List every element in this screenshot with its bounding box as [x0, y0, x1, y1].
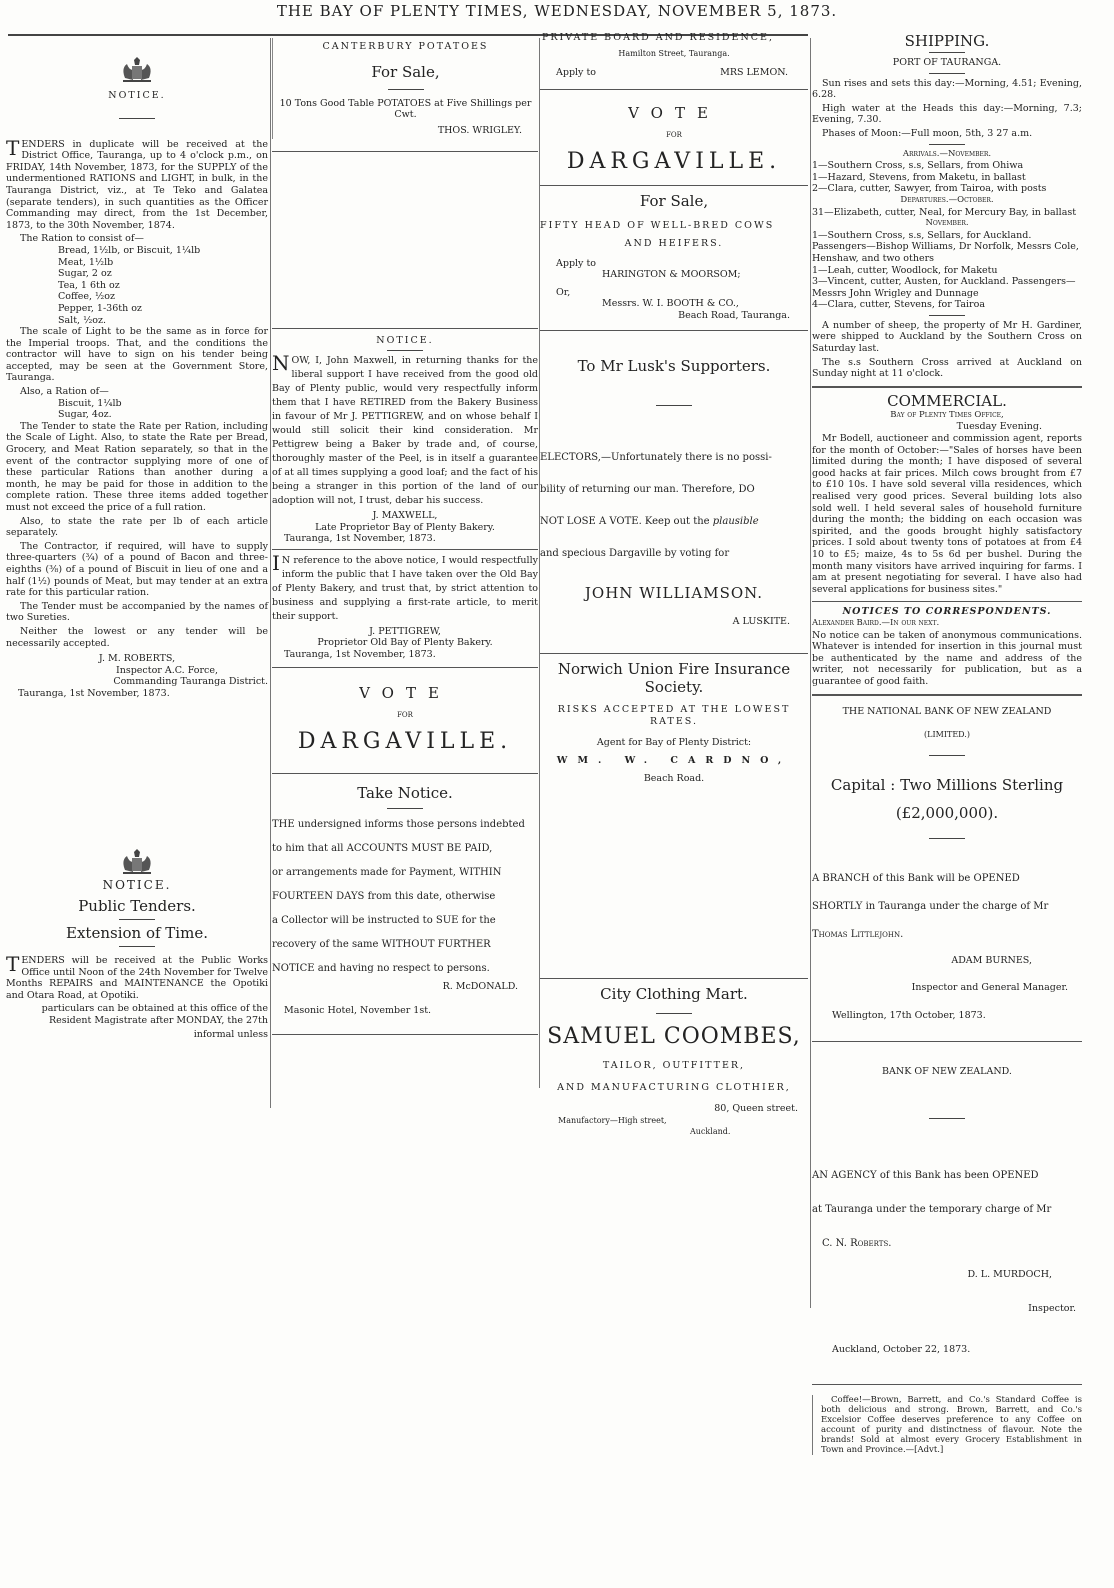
ration-item: Pepper, 1-36th oz	[58, 302, 142, 314]
correspondent-reply: Alexander Baird.—In our next.	[812, 617, 940, 628]
agent-name: Messrs. W. I. BOOTH & CO.,	[602, 298, 739, 310]
divider	[656, 405, 692, 406]
capital-line: Capital : Two Millions Sterling	[830, 775, 1064, 794]
wellington-date: Wellington, 17th October, 1873.	[832, 1009, 986, 1021]
public-works-body: particulars can be obtained at this office of the Resident Magistrate after MONDAY, the 27th	[41, 1003, 268, 1027]
mcdonald-line: or arrangements made for Payment, WITHIN	[272, 867, 502, 879]
pettigrew-title: Proprietor Old Bay of Plenty Bakery.	[317, 637, 493, 649]
agent-name: HARINGTON & MOORSOM;	[602, 269, 741, 281]
sureties-paragraph: The Tender must be accompanied by the names of two Sureties.	[6, 600, 268, 624]
divider	[119, 946, 155, 947]
apply-label: Apply to	[556, 257, 596, 269]
mcdonald-line: to him that all ACCOUNTS MUST BE PAID,	[272, 843, 493, 855]
column-1	[6, 50, 268, 1042]
notice-heading: Extension of Time.	[66, 924, 208, 943]
maxwell-signature: J. MAXWELL,	[372, 509, 438, 521]
royal-crest-icon	[117, 848, 157, 876]
divider	[929, 1118, 965, 1119]
divider	[929, 73, 965, 74]
or-label: Or,	[556, 286, 571, 298]
divider	[929, 838, 965, 839]
coombes-address: Manufactory—High street,	[558, 1115, 667, 1125]
coombes-name: SAMUEL COOMBES,	[547, 1024, 801, 1050]
maxwell-title: Late Proprietor Bay of Plenty Bakery.	[315, 521, 495, 533]
clothing-heading: City Clothing Mart.	[600, 985, 748, 1004]
divider	[540, 653, 808, 654]
coombes-address: Auckland.	[690, 1127, 731, 1137]
column-divider	[270, 38, 271, 1108]
lusk-text: NOT LOSE A VOTE. Keep out the	[540, 515, 710, 527]
contractor-paragraph: The Contractor, if required, will have to supply three-quarters (¾) of a pound of Bacon and three-eighths (⅜) of a pound of Biscuit in lieu of one and a half (1½) pounds of Meat, but may tender at an extra rate for this particular ration.	[6, 540, 268, 599]
tender-notice-body: TENDERS in duplicate will be received at the District Office, Tauranga, up to 4 o'clock p.m., on FRIDAY, 14th November, 1873, for the SUPPLY of the undermentioned RATIONS and LIGHT, in bulk, in the Tauranga District, viz., at Te Teko and Galatea (separate tenders), in such quantities as the Officer Commanding may direct, from the 1st December, 1873, to the 30th November, 1874.	[6, 135, 268, 231]
cows-heading: AND HEIFERS.	[624, 237, 724, 249]
correspondents-heading: NOTICES TO CORRESPONDENTS.	[842, 606, 1052, 618]
moon-phases: Phases of Moon:—Full moon, 5th, 3 27 a.m.	[822, 127, 1033, 139]
pettigrew-signature: J. PETTIGREW,	[369, 625, 441, 637]
potatoes-heading: CANTERBURY POTATOES	[322, 41, 489, 52]
dargaville-heading: DARGAVILLE.	[566, 149, 782, 175]
agency-notice	[812, 1159, 1082, 1261]
notice-title: NOTICE.	[102, 877, 172, 892]
branch-line: Thomas Littlejohn.	[812, 928, 904, 940]
royal-crest-icon	[117, 56, 157, 84]
divider	[812, 1041, 1082, 1042]
ration-list	[6, 245, 268, 326]
column-divider	[810, 38, 811, 1308]
divider	[119, 919, 155, 920]
ration-item: Coffee, ½oz	[58, 291, 115, 303]
divider	[540, 89, 808, 90]
ration-item: Meat, 1½lb	[58, 256, 114, 268]
capital-amount: (£2,000,000).	[895, 803, 999, 822]
coffee-advert	[812, 1395, 1082, 1455]
apply-label: Apply to	[556, 67, 596, 79]
divider	[540, 185, 808, 186]
branch-line: SHORTLY in Tauranga under the charge of Mr	[812, 900, 1049, 912]
article-paragraph: Also, to state the rate per lb of each article separately.	[6, 515, 268, 539]
shipping-entry: 3—Vincent, cutter, Austen, for Auckland. Passengers—Messrs John Wrigley and Dunnage	[812, 276, 1076, 299]
mcdonald-line: recovery of the same WITHOUT FURTHER	[272, 939, 491, 951]
public-works-body: informal unless	[193, 1028, 268, 1040]
board-name: MRS LEMON.	[720, 67, 788, 79]
board-street: Hamilton Street, Tauranga.	[618, 48, 730, 58]
commercial-heading: COMMERCIAL.	[887, 391, 1007, 410]
vote-heading: VOTE	[628, 103, 720, 122]
office-line: Bay of Plenty Times Office,	[890, 409, 1004, 420]
divider	[388, 89, 424, 90]
mcdonald-notice-body	[272, 813, 538, 981]
ration-item: Tea, 1 6th oz	[58, 279, 120, 291]
norwich-heading: Norwich Union Fire Insurance Society.	[557, 660, 791, 697]
mcdonald-line: a Collector will be instructed to SUE for the	[272, 915, 496, 927]
divider	[929, 144, 965, 145]
evening-line: Tuesday Evening.	[956, 421, 1042, 433]
branch-notice	[812, 865, 1082, 949]
rate-paragraph: The Tender to state the Rate per Ration, including the Scale of Light. Also, to state the Rate per Bread, Grocery, and Meat Ration separately, so that in the event of the contractor supplying more of one of these particular Rations than another during a month, he may be paid for those in addition to the complete ration. These three items added together must not exceed the price of a full ration.	[6, 420, 268, 513]
divider	[272, 667, 538, 668]
lusk-line	[540, 506, 808, 538]
for-label: FOR	[666, 130, 682, 139]
divider	[272, 549, 538, 550]
divider	[540, 978, 808, 979]
acceptance-paragraph: Neither the lowest or any tender will be necessarily accepted.	[6, 625, 268, 649]
public-works-body: TENDERS will be received at the Public Works Office until Noon of the 24th November for Twelve Months REPAIRS and MAINTENANCE the Opotiki and Otara Road, at Opotiki.	[6, 952, 268, 1001]
potatoes-signature: THOS. WRIGLEY.	[437, 124, 522, 136]
dargaville-heading: DARGAVILLE.	[297, 729, 513, 755]
burnes-signature: ADAM BURNES,	[951, 954, 1032, 966]
norwich-agent-name: WM. W. CARDNO,	[556, 754, 792, 766]
potatoes-body: 10 Tons Good Table POTATOES at Five Shillings per Cwt.	[279, 97, 532, 121]
board-apply	[540, 59, 808, 79]
lusk-heading: To Mr Lusk's Supporters.	[577, 356, 771, 375]
lusk-body	[540, 442, 808, 570]
lusk-line: bility of returning our man. Therefore, DO	[540, 483, 755, 495]
port-heading: PORT OF TAURANGA.	[892, 57, 1002, 68]
agent-address: Beach Road, Tauranga.	[678, 309, 790, 321]
shipping-entry: 4—Clara, cutter, Stevens, for Tairoa	[812, 299, 985, 311]
ration-item: Salt, ½oz.	[58, 314, 107, 326]
masthead: THE BAY OF PLENTY TIMES, WEDNESDAY, NOVEMBER 5, 1873.	[276, 2, 838, 20]
column-3	[540, 32, 808, 1138]
signature-title: Commanding Tauranga District.	[113, 676, 268, 688]
coombes-trade: AND MANUFACTURING CLOTHIER,	[557, 1081, 791, 1093]
agency-line: C. N. Roberts.	[822, 1238, 892, 1250]
divider	[272, 328, 538, 329]
vote-heading: VOTE	[359, 683, 451, 702]
high-water: High water at the Heads this day:—Morning, 7.3; Evening, 7.30.	[812, 102, 1082, 126]
shipping-entry: 1—Southern Cross, s.s, Sellars, from Ohiwa	[812, 160, 1024, 172]
divider	[119, 118, 155, 119]
anonymous-policy: No notice can be taken of anonymous communications. Whatever is intended for insertion in this journal must be authenticated by the name and address of the writer, not necessarily for publication, but as a guarantee of good faith.	[812, 629, 1082, 687]
divider	[272, 1034, 538, 1035]
divider	[812, 601, 1082, 602]
norwich-agent: Agent for Bay of Plenty District:	[596, 737, 752, 749]
mcdonald-line: FOURTEEN DAYS from this date, otherwise	[272, 891, 496, 903]
light-paragraph: The scale of Light to be the same as in force for the Imperial troops. That, and the conditions the contractor will have to sign on his tender being accepted, may be seen at the Government Store, Tauranga.	[6, 326, 268, 384]
divider	[387, 350, 423, 351]
auckland-date: Auckland, October 22, 1873.	[832, 1344, 971, 1356]
divider	[272, 151, 538, 152]
norwich-address: Beach Road.	[643, 772, 705, 784]
arrival-report: The s.s Southern Cross arrived at Auckland on Sunday night at 11 o'clock.	[812, 356, 1082, 380]
ration-item: Sugar, 4oz.	[58, 409, 112, 421]
limited-label: (LIMITED.)	[924, 730, 970, 740]
divider	[929, 755, 965, 756]
lusk-signature: A LUSKITE.	[732, 615, 790, 627]
shipping-entry: 2—Clara, cutter, Sawyer, from Tairoa, with posts	[812, 183, 1047, 195]
murdoch-signature: D. L. MURDOCH,	[967, 1269, 1052, 1281]
column-2	[272, 38, 538, 1041]
maxwell-date: Tauranga, 1st November, 1873.	[284, 533, 436, 545]
pettigrew-notice-body: IN reference to the above notice, I would respectfully inform the public that I have taken over the Old Bay of Plenty Bakery, and trust that, by strict attention to business and supplying a first-rate article, to merit their support.	[272, 550, 538, 622]
shipping-entry: 1—Hazard, Stevens, from Maketu, in ballast	[812, 171, 1026, 183]
shipping-entry: 31—Elizabeth, cutter, Neal, for Mercury Bay, in ballast	[812, 206, 1077, 218]
lusk-line: ELECTORS,—Unfortunately there is no possi-	[540, 451, 772, 463]
ration-item: Bread, 1½lb, or Biscuit, 1¼lb	[58, 244, 201, 256]
divider	[656, 1013, 692, 1014]
divider	[272, 773, 538, 774]
shipping-heading: SHIPPING.	[904, 32, 990, 50]
for-label: FOR	[397, 710, 413, 719]
ration-item: Biscuit, 1¼lb	[58, 397, 122, 409]
departures-heading: Departures.—October.	[900, 194, 994, 205]
for-sale-heading: For Sale,	[639, 192, 709, 211]
shipping-entry: 1—Leah, cutter, Woodlock, for Maketu	[812, 264, 998, 276]
agency-line: AN AGENCY of this Bank has been OPENED	[812, 1170, 1039, 1182]
mcdonald-line: NOTICE and having no respect to persons.	[272, 963, 490, 975]
for-sale-heading: For Sale,	[371, 62, 440, 81]
divider	[387, 808, 423, 809]
shipping-entry: 1—Southern Cross, s.s, Sellars, for Auckland. Passengers—Bishop Williams, Dr Norfolk, Messrs Cole, Henshaw, and two others	[812, 229, 1079, 264]
signature-title: Inspector A.C. Force,	[115, 664, 218, 676]
commercial-report: Mr Bodell, auctioneer and commission agent, reports for the month of October:—"Sales of horses have been limited during the month; I have disposed of several good hacks at fair prices. Milch cows brought from £7 to £10 10s. I have sold several villa residences, which realised very good prices. Several building lots also sold well. I held several sales of household furniture during the month; the bidding on each occasion was spirited, and the goods brought highly satisfactory prices. I sold about twenty tons of potatoes at from £4 10 to £5; maize, 4s to 5s 6d per bushel. During the month many visitors have arrived inquiring for farms. I am at present negotiating for several. I have also had several applications for business sites."	[812, 433, 1082, 595]
arrivals-heading: Arrivals.—November.	[902, 148, 992, 159]
mcdonald-line: THE undersigned informs those persons indebted	[272, 819, 525, 831]
board-heading: PRIVATE BOARD AND RESIDENCE,	[542, 32, 774, 43]
divider	[812, 1384, 1082, 1385]
agency-line: at Tauranga under the temporary charge of Mr	[812, 1204, 1052, 1216]
divider	[929, 52, 965, 53]
national-bank-heading: THE NATIONAL BANK OF NEW ZEALAND	[842, 705, 1052, 717]
divider	[540, 330, 808, 331]
maxwell-notice-body: NOW, I, John Maxwell, in returning thanks for the liberal support I have received from the good old Bay of Plenty public, would very respectfully inform them that I have RETIRED from the Bakery Business in favour of Mr J. PETTIGREW, and on whose behalf I would still solicit their kind consideration. Mr Pettigrew being a Baker by trade and, of course, thoroughly master of the Peel, is in itself a guarantee of at all times supplying a good loaf; and the fact of his being a stranger in this portion of the land of our adoption will not, I trust, debar his success.	[272, 350, 538, 506]
lusk-text-italic: plausible	[712, 515, 759, 527]
sun-times: Sun rises and sets this day:—Morning, 4.51; Evening, 6.28.	[812, 77, 1082, 101]
coombes-address: 80, Queen street.	[714, 1103, 798, 1115]
notice-date: Tauranga, 1st November, 1873.	[18, 687, 170, 699]
pettigrew-date: Tauranga, 1st November, 1873.	[284, 648, 436, 660]
candidate-name: JOHN WILLIAMSON.	[584, 583, 764, 602]
coombes-trade: TAILOR, OUTFITTER,	[602, 1060, 746, 1072]
signature-name: J. M. ROBERTS,	[98, 653, 176, 665]
ration-item: Sugar, 2 oz	[58, 268, 112, 280]
cows-heading: FIFTY HEAD OF WELL-BRED COWS	[540, 220, 775, 232]
branch-line: A BRANCH of this Bank will be OPENED	[812, 872, 1020, 884]
notice-heading: Public Tenders.	[78, 897, 196, 916]
ration-intro: The Ration to consist of—	[20, 233, 144, 245]
lusk-line: and specious Dargaville by voting for	[540, 547, 730, 559]
divider	[812, 694, 1082, 696]
murdoch-title: Inspector.	[1028, 1302, 1076, 1314]
norwich-body: RISKS ACCEPTED AT THE LOWEST RATES.	[557, 704, 791, 727]
mcdonald-signature: R. McDONALD.	[442, 981, 518, 993]
burnes-title: Inspector and General Manager.	[911, 982, 1068, 994]
also-ration: Also, a Ration of—	[20, 386, 109, 398]
also-ration-list	[6, 398, 268, 421]
column-4	[812, 32, 1082, 1457]
notice-title: NOTICE.	[108, 90, 166, 101]
november-heading: November.	[925, 218, 969, 229]
divider	[812, 386, 1082, 388]
sheep-report: A number of sheep, the property of Mr H. Gardiner, were shipped to Auckland by the Southern Cross on Saturday last.	[812, 319, 1082, 355]
notice-title: NOTICE.	[376, 335, 434, 347]
bnz-heading: BANK OF NEW ZEALAND.	[882, 1066, 1012, 1078]
mcdonald-address: Masonic Hotel, November 1st.	[284, 1004, 432, 1016]
coffee-text: Coffee!—Brown, Barrett, and Co.'s Standard Coffee is both delicious and strong. Brown, Barrett, and Co.'s Excelsior Coffee deserves preference to any Coffee on account of purity and distinctness of flavour. Note the brands! Sold at almost every Grocery Establishment in Town and Province.—[Advt.]	[821, 1394, 1082, 1455]
take-notice-heading: Take Notice.	[357, 784, 453, 803]
divider	[929, 315, 965, 316]
potatoes-ad	[272, 38, 538, 139]
